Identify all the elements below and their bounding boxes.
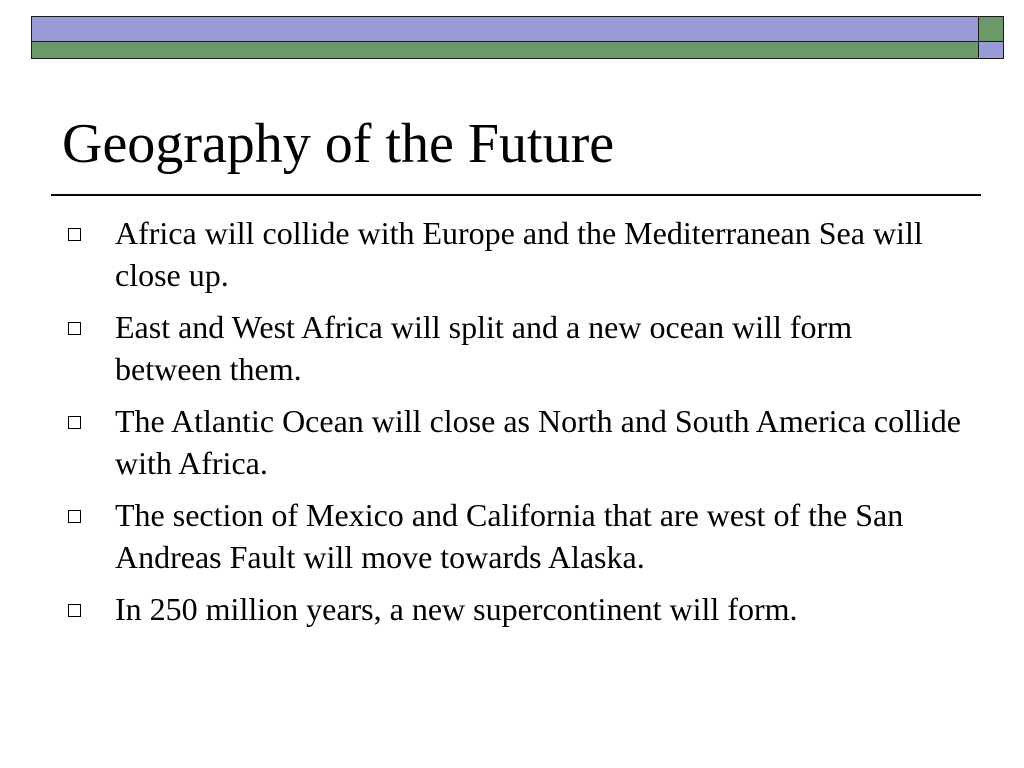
header-bar-green: [31, 41, 979, 59]
bullet-text: The Atlantic Ocean will close as North and South America collide with Africa.: [115, 403, 961, 481]
bullet-item: [64, 494, 964, 578]
bullet-text: The section of Mexico and California that are west of the San Andreas Fault will move towards Alaska.: [115, 497, 904, 575]
hollow-square-bullet-icon: [68, 604, 81, 617]
bullet-item: [64, 588, 964, 630]
bullet-item: [64, 400, 964, 484]
bullet-text: Africa will collide with Europe and the Mediterranean Sea will close up.: [115, 215, 923, 293]
hollow-square-bullet-icon: [68, 510, 81, 523]
header-square-purple: [978, 41, 1004, 59]
hollow-square-bullet-icon: [68, 416, 81, 429]
bullet-list: [64, 212, 964, 640]
hollow-square-bullet-icon: [68, 228, 81, 241]
bullet-item: [64, 306, 964, 390]
bullet-text: East and West Africa will split and a new ocean will form between them.: [115, 309, 853, 387]
slide-title: Geography of the Future: [62, 113, 615, 175]
title-divider: [51, 194, 981, 196]
bullet-item: [64, 212, 964, 296]
header-bar-purple: [31, 16, 979, 42]
bullet-text: In 250 million years, a new supercontinent will form.: [115, 591, 798, 627]
hollow-square-bullet-icon: [68, 322, 81, 335]
header-square-green: [978, 16, 1004, 42]
